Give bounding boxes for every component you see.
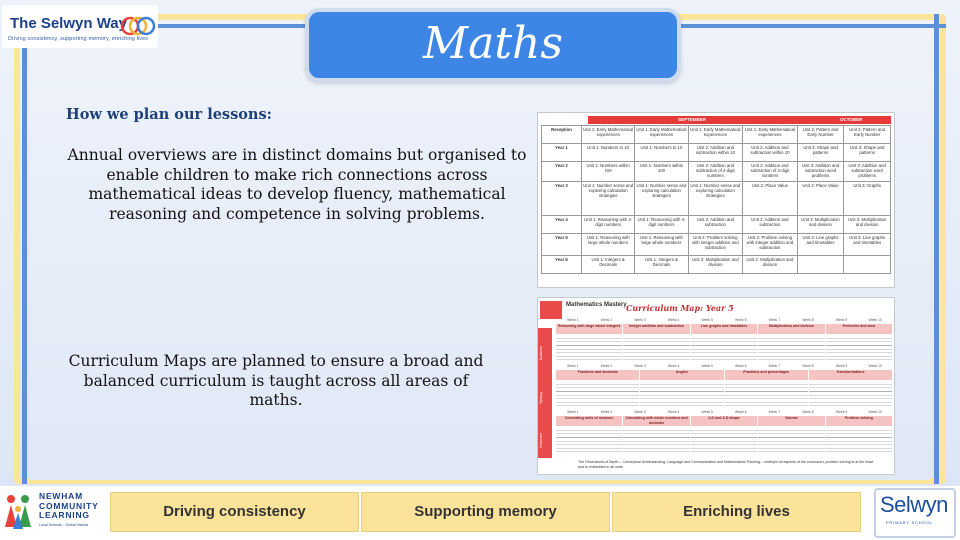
- overview-month-label: SEPTEMBER: [678, 117, 707, 122]
- curriculum-map-footer: The Dimensions of Depth – Conceptual Understanding, Language and Communication and Mathematical Thinking – underpin all aspects of the curriculum; problem solving is at the heart and is embedded in all units.: [578, 460, 874, 469]
- title-banner: [305, 8, 681, 82]
- week-label: Week 4: [667, 364, 680, 368]
- overview-row: [542, 256, 891, 274]
- overview-row-label: Year 1: [542, 144, 582, 162]
- overview-cell: Unit 2: Multiplication and division: [743, 256, 798, 274]
- newham-figures-icon: [3, 493, 35, 531]
- overview-cell: Unit 2: Problem solving with integer addition and subtraction: [688, 234, 743, 256]
- overview-cell: Unit 1: Reasoning with 4-digit numbers: [582, 216, 635, 234]
- overview-row-label: Reception: [542, 126, 582, 144]
- curriculum-map-title: Curriculum Map: Year 5: [626, 303, 734, 313]
- overview-cell: Unit 3: Addition and subtraction word problems: [797, 162, 844, 182]
- overview-cell: Unit 3: Addition and subtraction word problems: [844, 162, 891, 182]
- overview-cell: Unit 3: Line graphs and timetables: [844, 234, 891, 256]
- unit-cell: Line graphs and timetables: [691, 324, 757, 334]
- unit-detail-text: [725, 381, 808, 409]
- overview-cell: Unit 2: Addition and subtraction of 2-digit numbers: [688, 162, 743, 182]
- week-label: Week 4: [667, 318, 680, 322]
- week-label: Week 5: [701, 410, 713, 414]
- week-label: Week 6: [735, 410, 747, 414]
- overview-cell: Unit 1: Reasoning with large whole numbers: [635, 234, 688, 256]
- page-title: Maths: [423, 18, 563, 69]
- unit-cell: Transformations: [809, 370, 892, 380]
- overview-row: [542, 216, 891, 234]
- overview-cell: Unit 1: Numbers to 10: [635, 144, 688, 162]
- section-heading: How we plan our lessons:: [66, 106, 272, 123]
- overview-cell: Unit 1: Reasoning with large whole numbers: [582, 234, 635, 256]
- overview-cell: Unit 1: Early Mathematical experiences: [582, 126, 635, 144]
- overview-cell: Unit 1: Numbers within 100: [635, 162, 688, 182]
- week-label: Week 10: [868, 318, 882, 322]
- overview-cell: [797, 256, 844, 274]
- overview-cell: Unit 2: Addition and subtraction within 10: [688, 144, 743, 162]
- week-header-row: [556, 364, 892, 369]
- week-label: Week 3: [634, 364, 646, 368]
- overview-cell: Unit 1: Integers & Decimals: [635, 256, 688, 274]
- week-label: Week 6: [735, 364, 747, 368]
- overview-cell: Unit 2: Problem solving with integer addition and subtraction: [743, 234, 798, 256]
- unit-detail-text: [758, 427, 824, 455]
- unit-cell: Integer addition and subtraction: [623, 324, 689, 334]
- overview-cell: Unit 2: Pattern and Early Number: [797, 126, 844, 144]
- overview-cell: Unit 3: Multiplication and division: [797, 216, 844, 234]
- unit-detail-text: [691, 335, 757, 363]
- week-label: Week 6: [735, 318, 747, 322]
- overview-cell: Unit 3: Line graphs and timetables: [797, 234, 844, 256]
- unit-cell: Volume: [758, 416, 824, 426]
- annual-overview-image: [537, 112, 895, 288]
- overview-month-bar: [588, 116, 891, 124]
- unit-row: [556, 324, 892, 334]
- week-label: Week 8: [802, 410, 814, 414]
- overview-cell: Unit 3: Multiplication and division: [844, 216, 891, 234]
- overview-cell: Unit 1: Number sense and exploring calculation strategies: [635, 182, 688, 216]
- unit-detail-text: [640, 381, 723, 409]
- selwyn-name: Selwyn: [880, 492, 948, 517]
- mastery-logo-icon: [540, 301, 562, 319]
- unit-detail-text: [623, 335, 689, 363]
- blue-frame-right: [934, 14, 939, 484]
- overview-cell: Unit 2: Addition and subtraction: [688, 216, 743, 234]
- unit-cell: Calculating with whole numbers and decimals: [623, 416, 689, 426]
- unit-detail-text: [623, 427, 689, 455]
- term-label: Summer: [538, 432, 543, 448]
- overview-cell: Unit 1: Integers & Decimals: [582, 256, 635, 274]
- overview-row-label: Year 6: [542, 256, 582, 274]
- tile-supporting-memory: Supporting memory: [361, 492, 610, 532]
- unit-cell: 2-D and 3-D shape: [691, 416, 757, 426]
- overview-row: [542, 144, 891, 162]
- selwyn-tagline: PRIMARY SCHOOL: [886, 520, 934, 525]
- overview-cell: Unit 3: Shape and patterns: [797, 144, 844, 162]
- unit-cell: Converting units of measure: [556, 416, 622, 426]
- week-header-row: [556, 318, 892, 323]
- overview-row-label: Year 4: [542, 216, 582, 234]
- unit-details: [556, 381, 892, 409]
- curriculum-map-image: [537, 297, 895, 475]
- overview-cell: Unit 2: Addition and subtraction: [743, 216, 798, 234]
- week-label: Week 2: [600, 410, 613, 414]
- overview-cell: Unit 1: Numbers to 10: [582, 144, 635, 162]
- overview-cell: Unit 2: Addition and subtraction within 10: [743, 144, 798, 162]
- week-label: Week 7: [768, 364, 781, 368]
- overview-row: [542, 234, 891, 256]
- unit-detail-text: [556, 427, 622, 455]
- newham-logo[interactable]: [3, 491, 98, 535]
- unit-row: [556, 370, 892, 380]
- unit-detail-text: [826, 335, 892, 363]
- unit-detail-text: [758, 335, 824, 363]
- overview-cell: Unit 2: Place Value: [743, 182, 798, 216]
- overview-row: [542, 182, 891, 216]
- overview-cell: Unit 1: Reasoning with 4-digit numbers: [635, 216, 688, 234]
- overview-cell: Unit 1: Numbers within 100: [582, 162, 635, 182]
- logo-subtitle: Driving consistency, supporting memory, enriching lives: [8, 36, 149, 42]
- unit-cell: Problem solving: [826, 416, 892, 426]
- overview-cell: [844, 256, 891, 274]
- curriculum-paragraph: Curriculum Maps are planned to ensure a broad and balanced curriculum is taught across all areas of maths.: [68, 352, 484, 409]
- overview-row-label: Year 5: [542, 234, 582, 256]
- term-label: Autumn: [538, 346, 543, 360]
- unit-detail-text: [691, 427, 757, 455]
- unit-detail-text: [556, 335, 622, 363]
- overview-cell: Unit 1: Number sense and exploring calculation strategies: [688, 182, 743, 216]
- week-label: Week 10: [868, 364, 882, 368]
- selwyn-school-logo[interactable]: [874, 488, 956, 538]
- term-sidebar: [538, 328, 552, 458]
- week-label: Week 9: [835, 410, 848, 414]
- week-label: Week 1: [567, 318, 579, 322]
- week-label: Week 8: [802, 318, 814, 322]
- week-label: Week 9: [835, 364, 848, 368]
- newham-tagline: Local Schools – Global Visions: [39, 523, 89, 527]
- unit-detail-text: [826, 427, 892, 455]
- week-header-row: [556, 410, 892, 415]
- term-label: Spring: [538, 392, 543, 404]
- week-label: Week 9: [835, 318, 848, 322]
- unit-details: [556, 335, 892, 363]
- unit-cell: Fractions and decimals: [556, 370, 639, 380]
- overview-cell: Unit 1: Early Mathematical experiences: [743, 126, 798, 144]
- unit-cell: Multiplication and division: [758, 324, 824, 334]
- unit-row: [556, 416, 892, 426]
- unit-cell: Reasoning with large whole integers: [556, 324, 622, 334]
- week-label: Week 2: [600, 318, 613, 322]
- week-label: Week 8: [802, 364, 814, 368]
- overview-month-label: OCTOBER: [840, 117, 863, 122]
- week-label: Week 10: [868, 410, 882, 414]
- overview-row-label: Year 3: [542, 182, 582, 216]
- unit-detail-text: [809, 381, 892, 409]
- overview-cell: Unit 1: Early Mathematical experiences: [688, 126, 743, 144]
- week-label: Week 7: [768, 318, 781, 322]
- overview-cell: Unit 1: Number sense and exploring calculation strategies: [582, 182, 635, 216]
- unit-cell: Fractions and percentages: [725, 370, 808, 380]
- overview-table: [541, 125, 891, 274]
- overview-paragraph: Annual overviews are in distinct domains but organised to enable children to make rich connections across mathematical ideas to develop fluency, mathematical reasoning and competence in solving problems.: [67, 146, 527, 223]
- overview-cell: Unit 2: Multiplication and division: [688, 256, 743, 274]
- logo-title: The Selwyn Way: [10, 15, 127, 32]
- overview-row-label: Year 2: [542, 162, 582, 182]
- logo-rings-icon: [120, 15, 156, 37]
- unit-details: [556, 427, 892, 455]
- week-label: Week 1: [567, 410, 579, 414]
- tile-driving-consistency: Driving consistency: [110, 492, 359, 532]
- newham-name: NEWHAM COMMUNITY LEARNING: [39, 491, 99, 520]
- overview-cell: Unit 2: Place Value: [797, 182, 844, 216]
- week-label: Week 2: [600, 364, 613, 368]
- unit-cell: Perimeter and area: [826, 324, 892, 334]
- week-label: Week 4: [667, 410, 680, 414]
- week-label: Week 1: [567, 364, 579, 368]
- overview-row: [542, 162, 891, 182]
- tile-enriching-lives: Enriching lives: [612, 492, 861, 532]
- overview-cell: Unit 1: Early Mathematical experiences: [635, 126, 688, 144]
- overview-cell: Unit 2: Pattern and Early Number: [844, 126, 891, 144]
- week-label: Week 5: [701, 318, 713, 322]
- overview-cell: Unit 3: Graphs: [844, 182, 891, 216]
- week-label: Week 7: [768, 410, 781, 414]
- selwyn-way-logo[interactable]: [2, 5, 158, 48]
- blue-frame-left: [22, 14, 27, 484]
- week-label: Week 3: [634, 318, 646, 322]
- curriculum-map-brand: Mathematics Mastery: [566, 302, 627, 308]
- unit-detail-text: [556, 381, 639, 409]
- overview-cell: Unit 3: Shape and patterns: [844, 144, 891, 162]
- overview-row: [542, 126, 891, 144]
- unit-cell: Angles: [640, 370, 723, 380]
- week-label: Week 3: [634, 410, 646, 414]
- overview-cell: Unit 2: Addition and subtraction of 2-digit numbers: [743, 162, 798, 182]
- week-label: Week 5: [701, 364, 713, 368]
